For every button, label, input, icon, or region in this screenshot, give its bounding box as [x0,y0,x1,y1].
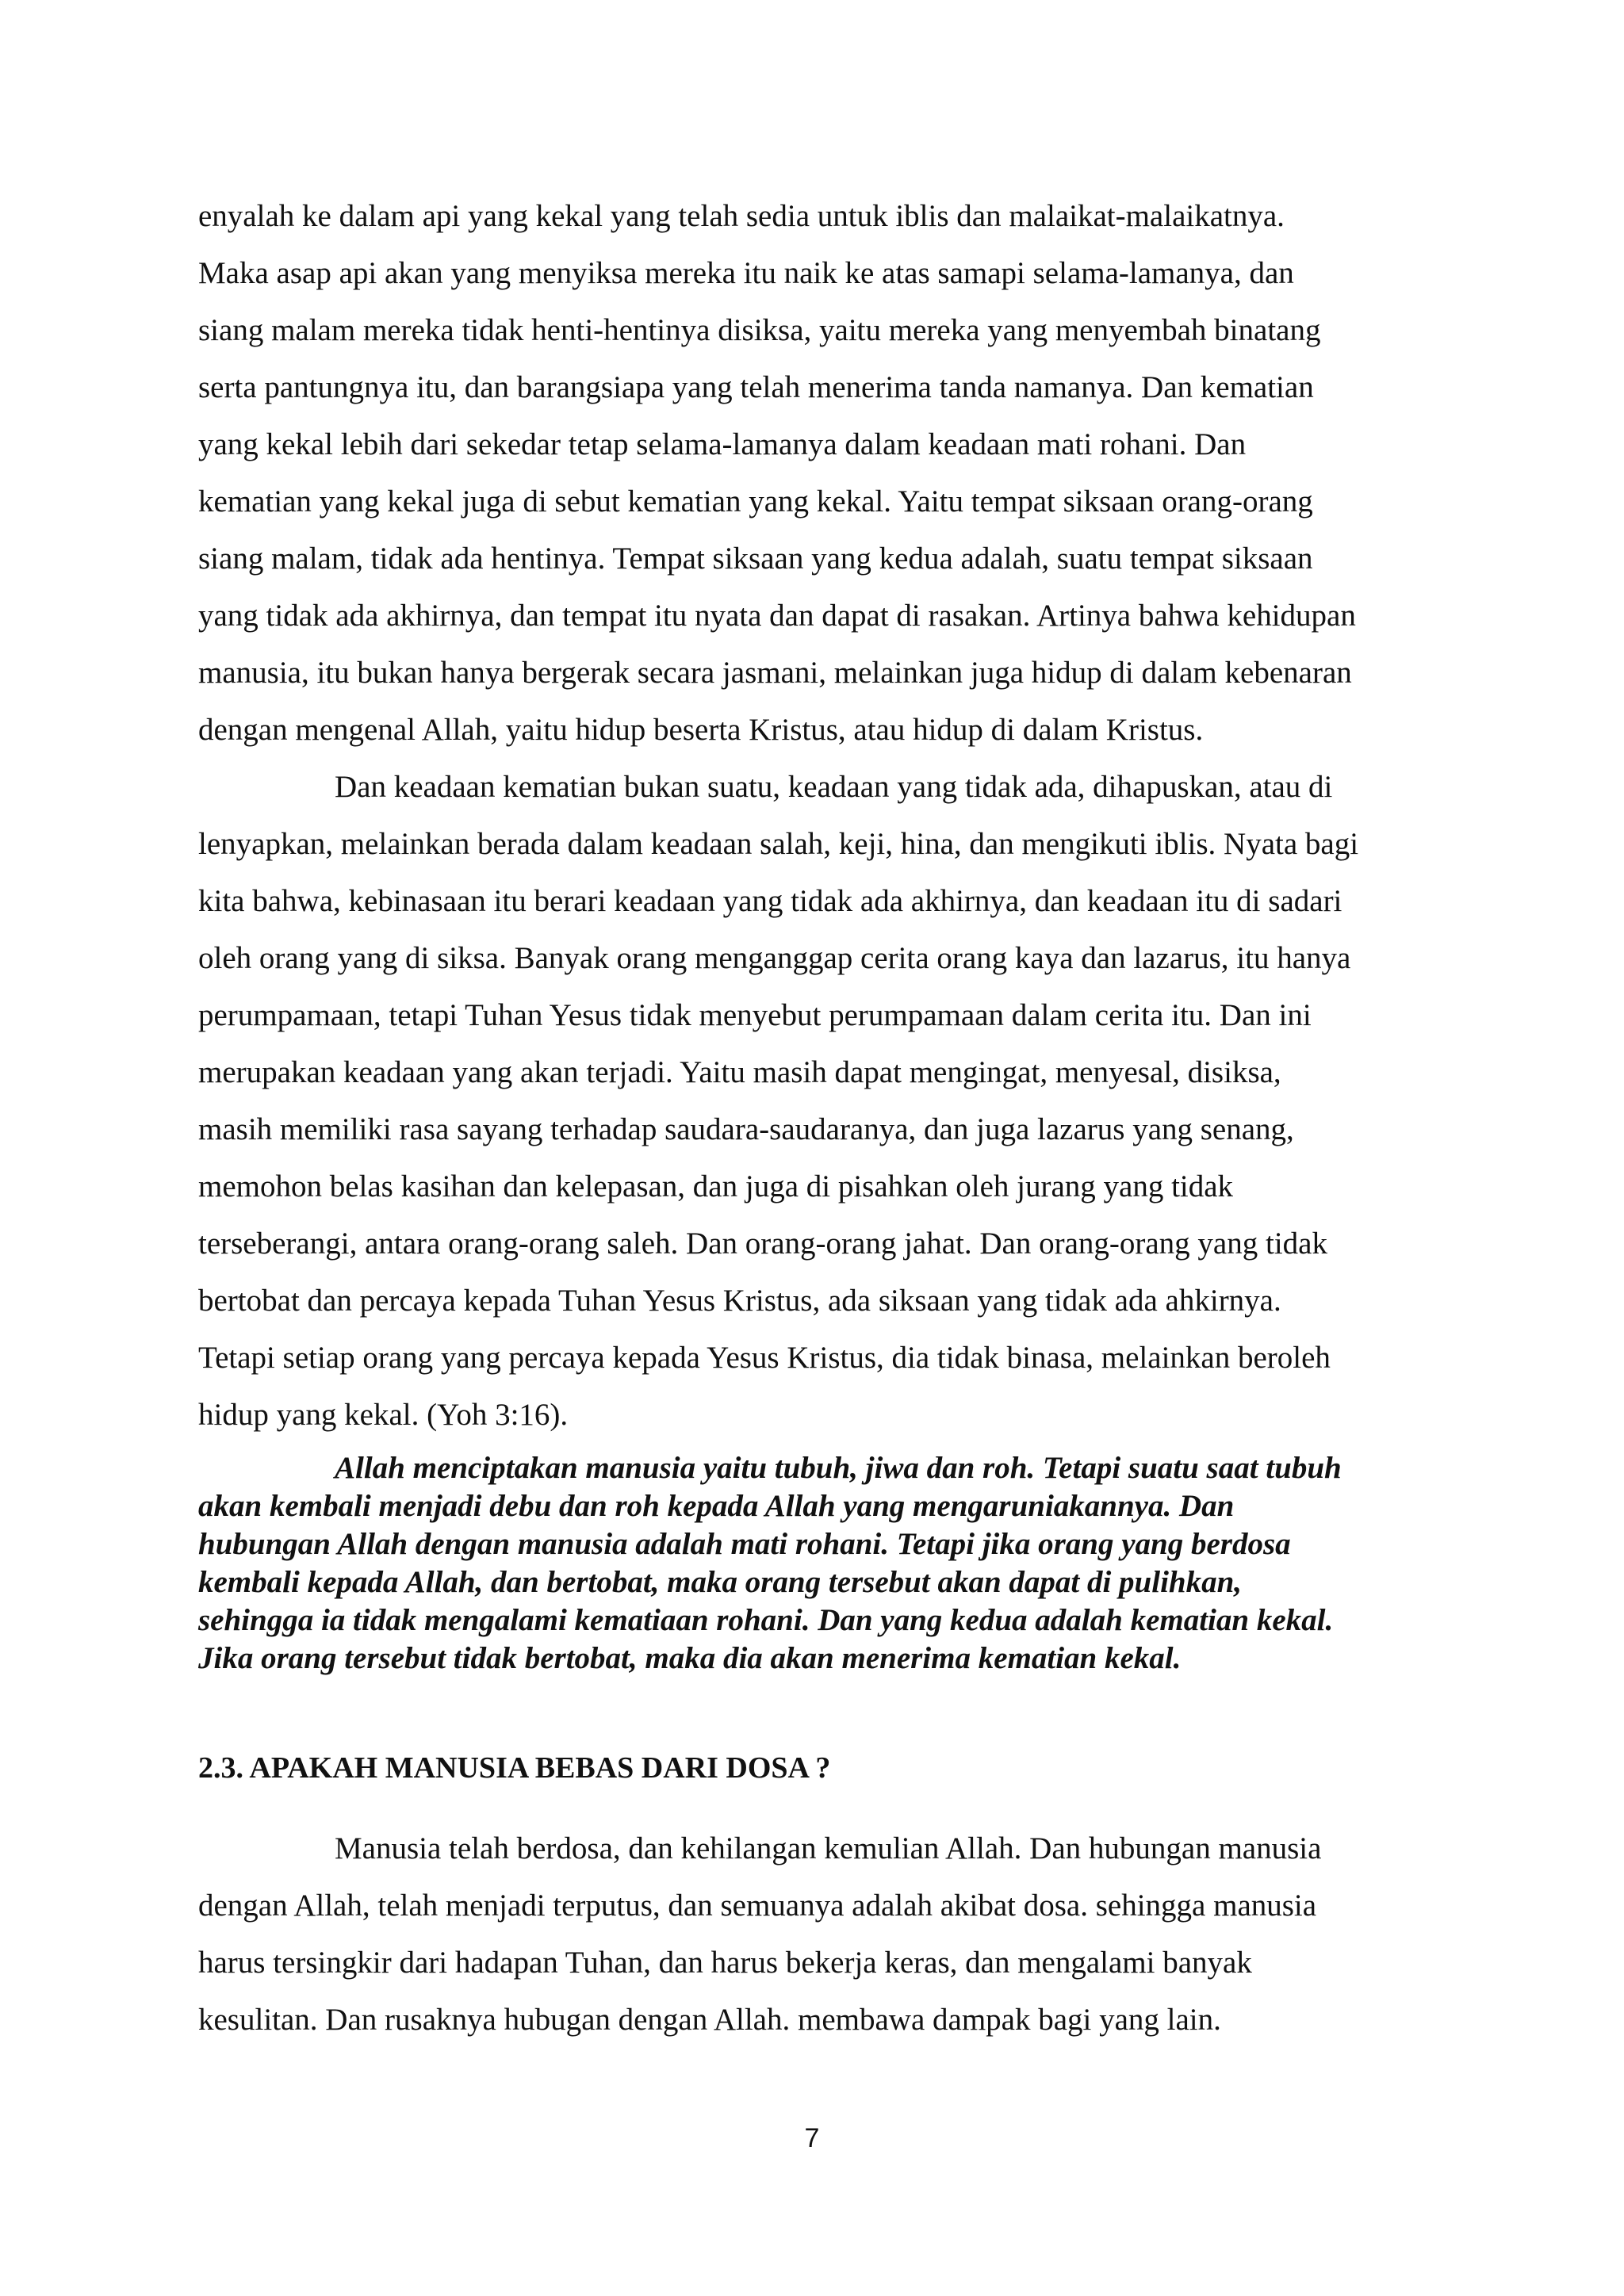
paragraph-2-line: perumpamaan, tetapi Tuhan Yesus tidak menyebut perumpamaan dalam cerita itu. Dan ini [198,998,1312,1032]
summary-line: Allah menciptakan manusia yaitu tubuh, jiwa dan roh. Tetapi suatu saat tubuh [335,1451,1342,1485]
paragraph-1-line: manusia, itu bukan hanya bergerak secara jasmani, melainkan juga hidup di dalam kebenaran [198,656,1352,690]
summary-line: kembali kepada Allah, dan bertobat, maka orang tersebut akan dapat di pulihkan, [198,1565,1243,1599]
paragraph-1-line: dengan mengenal Allah, yaitu hidup beserta Kristus, atau hidup di dalam Kristus. [198,713,1204,747]
paragraph-2-line: lenyapkan, melainkan berada dalam keadaan salah, keji, hina, dan mengikuti iblis. Nyata bagi [198,827,1359,861]
section-paragraph-line: kesulitan. Dan rusaknya hubugan dengan Allah. membawa dampak bagi yang lain. [198,2003,1221,2037]
paragraph-1-line: kematian yang kekal juga di sebut kematian yang kekal. Yaitu tempat siksaan orang-orang [198,484,1313,519]
summary-line: akan kembali menjadi debu dan roh kepada Allah yang mengaruniakannya. Dan [198,1489,1235,1523]
paragraph-2-line: masih memiliki rasa sayang terhadap saudara-saudaranya, dan juga lazarus yang senang, [198,1112,1294,1146]
paragraph-2-line: merupakan keadaan yang akan terjadi. Yaitu masih dapat mengingat, menyesal, disiksa, [198,1055,1281,1089]
summary-line: Jika orang tersebut tidak bertobat, maka dia akan menerima kematian kekal. [198,1641,1182,1675]
paragraph-2-line: oleh orang yang di siksa. Banyak orang menganggap cerita orang kaya dan lazarus, itu hanya [198,941,1351,975]
section-paragraph-line: dengan Allah, telah menjadi terputus, dan semuanya adalah akibat dosa. sehingga manusia [198,1888,1317,1923]
page-number: 7 [804,2123,820,2153]
paragraph-1-line: serta pantungnya itu, dan barangsiapa yang telah menerima tanda namanya. Dan kematian [198,370,1314,404]
paragraph-2-line: kita bahwa, kebinasaan itu berari keadaan yang tidak ada akhirnya, dan keadaan itu di sadari [198,884,1342,918]
paragraph-1-line: siang malam, tidak ada hentinya. Tempat siksaan yang kedua adalah, suatu tempat siksaan [198,541,1313,576]
summary-line: sehingga ia tidak mengalami kematiaan rohani. Dan yang kedua adalah kematian kekal. [198,1603,1334,1637]
section-paragraph-line: harus tersingkir dari hadapan Tuhan, dan harus bekerja keras, dan mengalami banyak [198,1946,1252,1980]
summary-line: hubungan Allah dengan manusia adalah mati rohani. Tetapi jika orang yang berdosa [198,1527,1291,1561]
paragraph-1-line: siang malam mereka tidak henti-hentinya disiksa, yaitu mereka yang menyembah binatang [198,313,1321,347]
paragraph-2-line: hidup yang kekal. (Yoh 3:16). [198,1398,569,1432]
section-paragraph-line: Manusia telah berdosa, dan kehilangan kemulian Allah. Dan hubungan manusia [335,1831,1322,1866]
paragraph-1-line: Maka asap api akan yang menyiksa mereka itu naik ke atas samapi selama-lamanya, dan [198,256,1294,290]
paragraph-1-line: yang kekal lebih dari sekedar tetap selama-lamanya dalam keadaan mati rohani. Dan [198,427,1247,461]
section-heading: 2.3. APAKAH MANUSIA BEBAS DARI DOSA ? [198,1751,831,1785]
paragraph-1-line: enyalah ke dalam api yang kekal yang telah sedia untuk iblis dan malaikat-malaikatnya. [198,199,1285,233]
paragraph-2-line: memohon belas kasihan dan kelepasan, dan juga di pisahkan oleh jurang yang tidak [198,1169,1234,1203]
paragraph-1-line: yang tidak ada akhirnya, dan tempat itu nyata dan dapat di rasakan. Artinya bahwa kehidupan [198,599,1356,633]
paragraph-2-line: terseberangi, antara orang-orang saleh. Dan orang-orang jahat. Dan orang-orang yang tidak [198,1226,1327,1261]
paragraph-2-line: bertobat dan percaya kepada Tuhan Yesus Kristus, ada siksaan yang tidak ada ahkirnya. [198,1284,1281,1318]
paragraph-2-line: Tetapi setiap orang yang percaya kepada Yesus Kristus, dia tidak binasa, melainkan beroleh [198,1341,1331,1375]
paragraph-2-line: Dan keadaan kematian bukan suatu, keadaan yang tidak ada, dihapuskan, atau di [335,770,1333,804]
